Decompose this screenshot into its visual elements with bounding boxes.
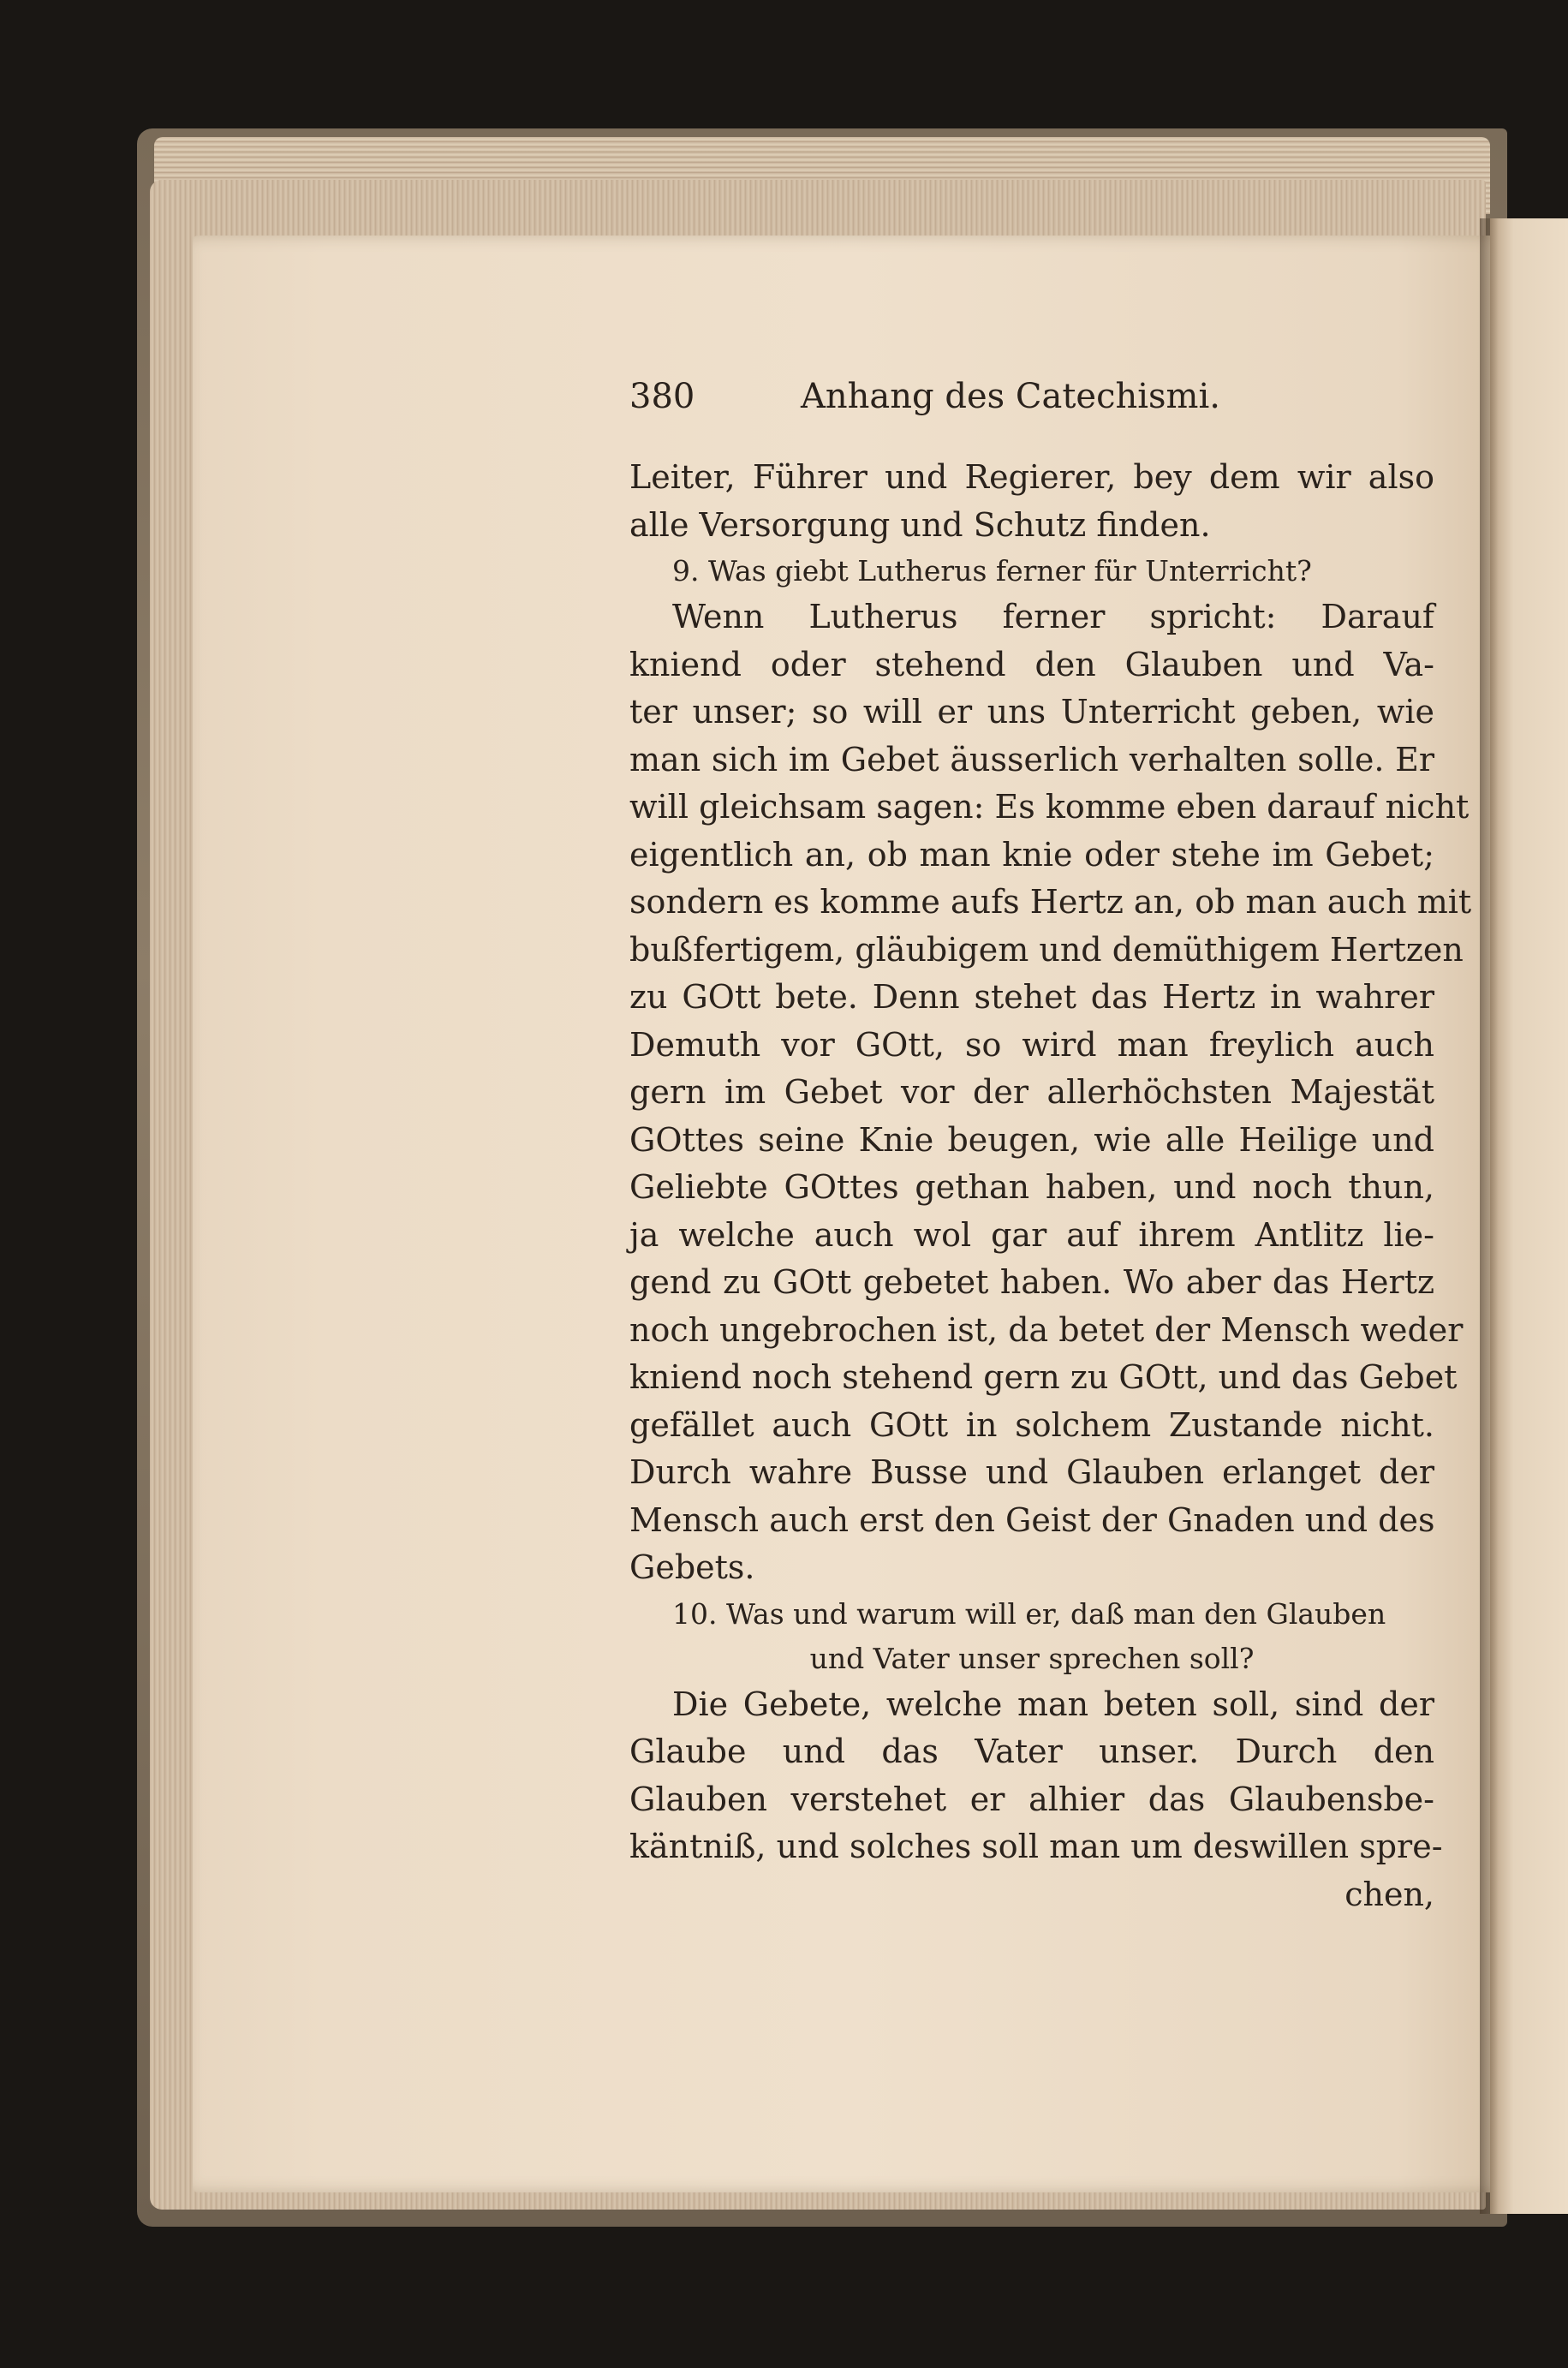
text-line: Demuth vor GOtt, so wird man freylich auch (629, 1025, 1434, 1064)
text-line: gend zu GOtt gebetet haben. Wo aber das Hertz (629, 1263, 1434, 1301)
page-text-block (629, 377, 1472, 1918)
question-10-line-2: und Vater unser sprechen soll? (809, 1641, 1255, 1675)
text-line: noch ungebrochen ist, da betet der Mensch weder (629, 1310, 1464, 1349)
right-page-edge (1490, 218, 1568, 2214)
text-line: GOttes seine Knie beugen, wie alle Heilige und (629, 1120, 1434, 1159)
book-gutter (1480, 218, 1499, 2214)
text-line: Mensch auch erst den Geist der Gnaden und des (629, 1500, 1435, 1539)
text-line: bußfertigem, gläubigem und demüthigem Hertzen (629, 930, 1464, 969)
text-line: Glaube und das Vater unser. Durch den (629, 1733, 1434, 1770)
question-9: 9. Was giebt Lutherus ferner für Unterricht? (672, 554, 1312, 588)
intro-paragraph (629, 454, 1434, 549)
text-line: Leiter, Führer und Regierer, bey dem wir also (629, 458, 1434, 496)
text-line: ter unser; so will er uns Unterricht geben, wie (629, 693, 1434, 731)
text-line: Geliebte GOttes gethan haben, und noch thun, (629, 1168, 1434, 1206)
text-line: zu GOtt bete. Denn stehet das Hertz in wahrer (629, 978, 1434, 1016)
question-10-line-1: 10. Was und warum will er, daß man den Glauben (672, 1596, 1386, 1631)
text-line: sondern es komme aufs Hertz an, ob man auch mit (629, 883, 1472, 921)
page-header (629, 377, 1434, 430)
text-line: Glauben verstehet er alhier das Glaubensbe- (629, 1780, 1434, 1818)
page-number: 380 (629, 377, 695, 416)
answer-9-paragraph (629, 593, 1472, 1592)
text-line: gern im Gebet vor der allerhöchsten Majestät (629, 1073, 1434, 1111)
text-line: man sich im Gebet äusserlich verhalten solle. Er (629, 740, 1434, 778)
text-line: Durch wahre Busse und Glauben erlanget der (629, 1453, 1434, 1491)
text-line: will gleichsam sagen: Es komme eben darauf nicht (629, 788, 1470, 826)
text-line: eigentlich an, ob man knie oder stehe im Gebet; (629, 835, 1434, 874)
text-line: käntniß, und solches soll man um deswillen spre- (629, 1828, 1443, 1865)
catchword: chen, (1344, 1875, 1434, 1913)
text-line: gefället auch GOtt in solchem Zustande nicht. (629, 1405, 1434, 1444)
answer-10-paragraph (629, 1681, 1443, 1871)
text-line: Die Gebete, welche man beten soll, sind der (672, 1685, 1434, 1723)
text-line: Wenn Lutherus ferner spricht: Darauf (672, 598, 1434, 635)
text-line: kniend oder stehend den Glauben und Va- (629, 645, 1434, 683)
text-line: alle Versorgung und Schutz finden. (629, 505, 1211, 544)
running-title: Anhang des Catechismi. (801, 377, 1220, 416)
text-line: Gebets. (629, 1548, 755, 1586)
text-line: ja welche auch wol gar auf ihrem Antlitz lie- (629, 1215, 1434, 1254)
text-line: kniend noch stehend gern zu GOtt, und das Gebet (629, 1358, 1458, 1396)
